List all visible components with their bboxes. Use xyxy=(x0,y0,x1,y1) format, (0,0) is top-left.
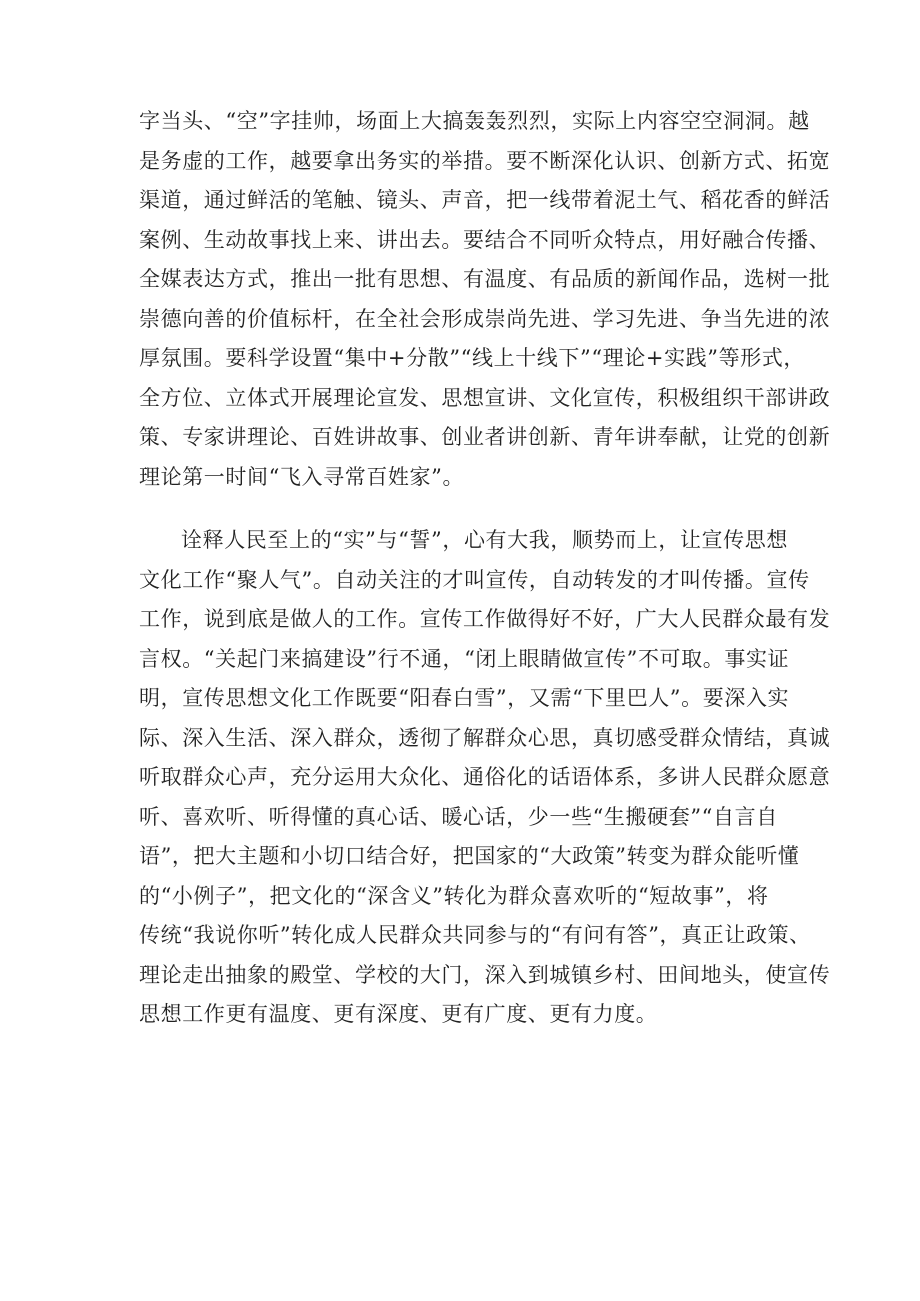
paragraph-first-line: 诠释人民至上的“实”与“誓”，心有大我，顺势而上，让宣传思想 xyxy=(181,528,788,552)
paragraph-line: 传统“我说你听”转化成人民群众共同参与的“有问有答”，真正让政策、 xyxy=(139,923,811,947)
paragraph-line: 崇德向善的价值标杆，在全社会形成崇尚先进、学习先进、争当先进的浓 xyxy=(139,306,831,331)
paragraph-line: 全媒表达方式，推出一批有思想、有温度、有品质的新闻作品，选树一批 xyxy=(139,267,831,291)
paragraph-line: 厚氛围。要科学设置“集中+分散”“线上十线下”“理论+实践”等形式， xyxy=(139,346,806,370)
paragraph-2 xyxy=(139,521,831,1035)
paragraph-line: 工作，说到底是做人的工作。宣传工作做得好不好，广大人民群众最有发 xyxy=(139,607,831,631)
paragraph-line: 理论走出抽象的殿堂、学校的大门，深入到城镇乡村、田间地头，使宣传 xyxy=(139,962,831,987)
paragraph-line: 文化工作“聚人气”。自动关注的才叫宣传，自动转发的才叫传播。宣传 xyxy=(139,567,810,592)
paragraph-line: 语”，把大主题和小切口结合好，把国家的“大政策”转变为群众能听懂 xyxy=(139,844,800,868)
paragraph-line: 听取群众心声，充分运用大众化、通俗化的话语体系，多讲人民群众愿意 xyxy=(139,765,831,789)
paragraph-line: 渠道，通过鲜活的笔触、镜头、声音，把一线带着泥土气、稻花香的鲜活 xyxy=(139,188,831,212)
paragraph-line: 字当头、“空”字挂帅，场面上大搞轰轰烈烈，实际上内容空空洞洞。越 xyxy=(139,109,810,133)
paragraph-line: 全方位、立体式开展理论宣发、思想宣讲、文化宣传，积极组织干部讲政 xyxy=(139,385,831,410)
paragraph-line: 思想工作更有温度、更有深度、更有广度、更有力度。 xyxy=(139,1002,658,1026)
paragraph-line: 明，宣传思想文化工作既要“阳春白雪”，又需“下里巴人”。要深入实 xyxy=(139,686,790,710)
paragraph-line: 际、深入生活、深入群众，透彻了解群众心思，真切感受群众情结，真诚 xyxy=(139,725,831,750)
paragraph-line: 策、专家讲理论、百姓讲故事、创业者讲创新、青年讲奉献，让党的创新 xyxy=(139,425,831,449)
paragraph-line: 的“小例子”，把文化的“深含义”转化为群众喜欢听的“短故事”，将 xyxy=(139,883,769,908)
paragraph-line: 案例、生动故事找上来、讲出去。要结合不同听众特点，用好融合传播、 xyxy=(139,227,831,252)
paragraph-line: 是务虚的工作，越要拿出务实的举措。要不断深化认识、创新方式、拓宽 xyxy=(139,148,831,173)
paragraph-line: 言权。“关起门来搞建设”行不通，“闭上眼睛做宣传”不可取。事实证 xyxy=(139,646,790,671)
paragraph-line: 听、喜欢听、听得懂的真心话、暖心话，少一些“生搬硬套”“自言自 xyxy=(139,804,778,829)
paragraph-1 xyxy=(139,102,831,497)
paragraph-line: 理论第一时间“飞入寻常百姓家”。 xyxy=(139,464,465,489)
